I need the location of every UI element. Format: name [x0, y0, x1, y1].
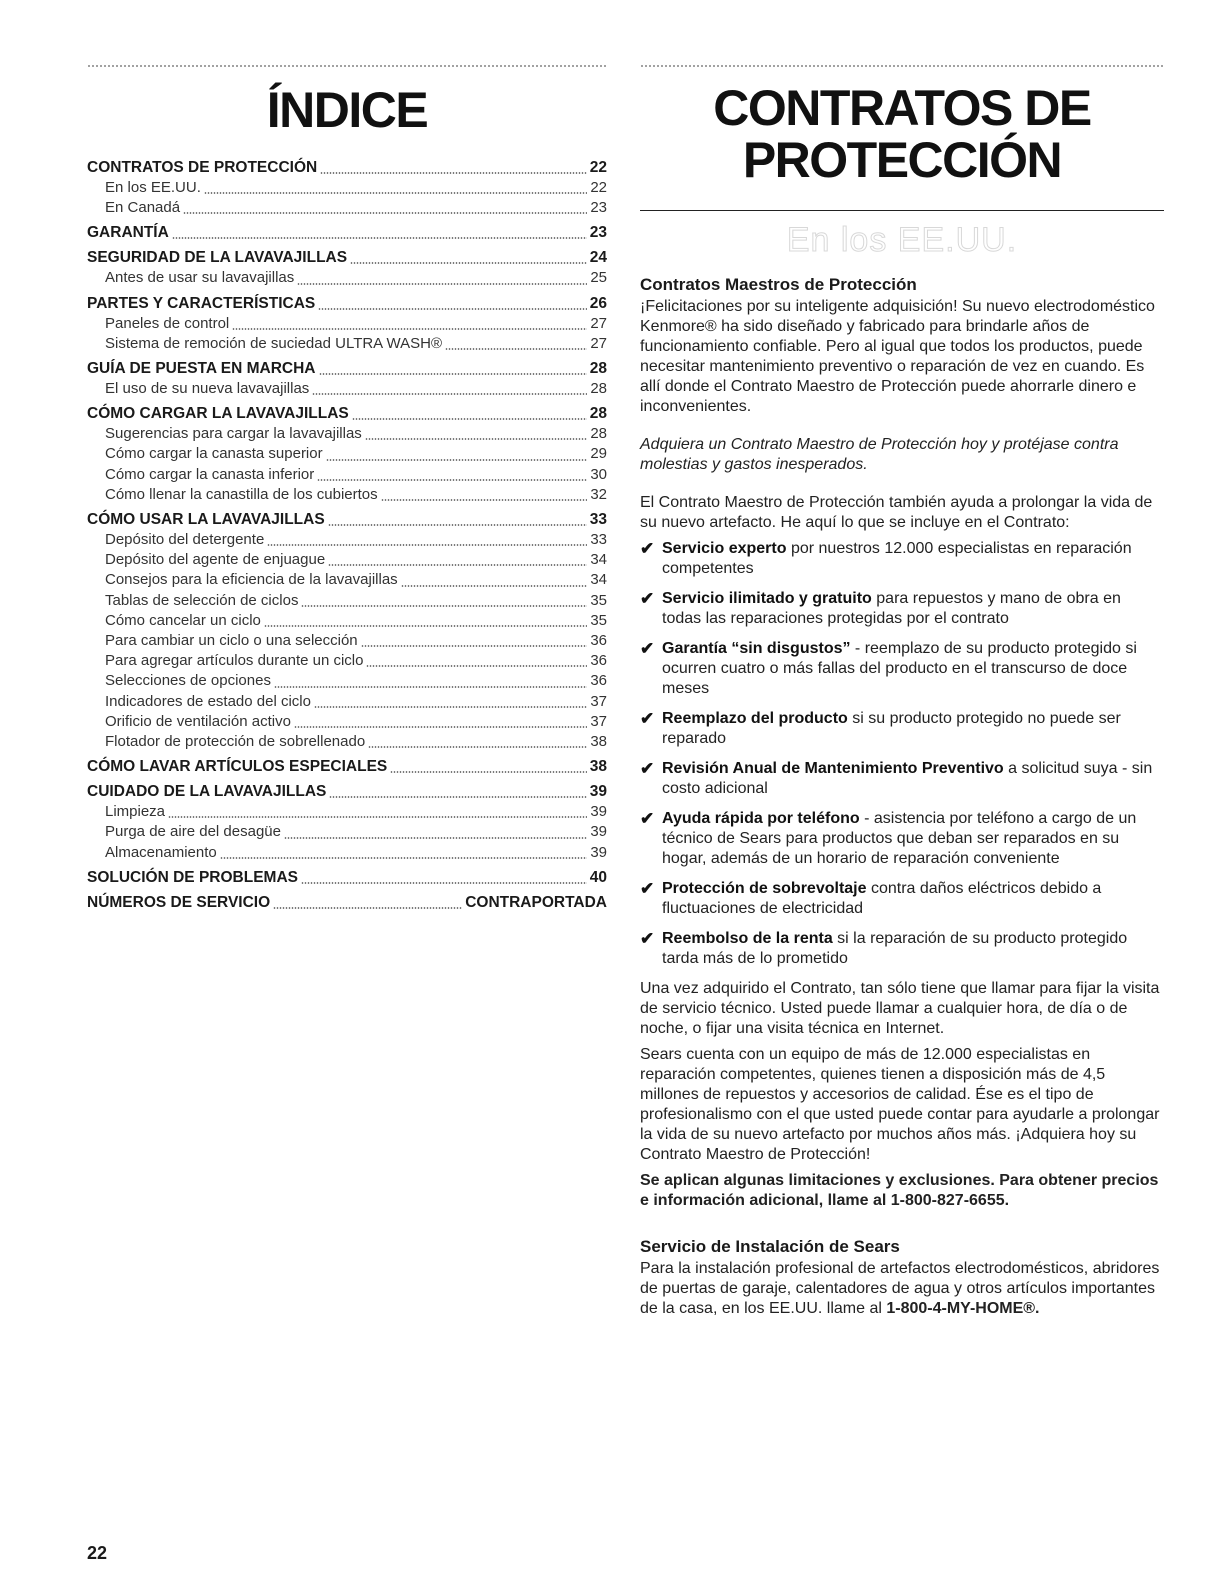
toc-entry-label: CÓMO LAVAR ARTÍCULOS ESPECIALES	[87, 758, 388, 776]
toc-dot-leader	[381, 499, 588, 501]
checkmark-icon: ✔	[640, 639, 655, 658]
toc-entry-page: 28	[590, 425, 607, 443]
benefit-body	[662, 929, 1164, 969]
page-number: 22	[87, 1543, 108, 1563]
toc-entry-label: Para cambiar un ciclo o una selección	[105, 632, 358, 650]
toc-entry-label: Limpieza	[105, 803, 166, 821]
toc-entry	[87, 611, 607, 631]
toc-entry	[87, 732, 607, 752]
section-divider	[640, 210, 1164, 211]
benefit-item	[640, 809, 1164, 869]
checkmark-icon: ✔	[640, 929, 655, 948]
benefit-body	[662, 639, 1164, 699]
includes-intro: El Contrato Maestro de Protección también ayuda a prolongar la vida de su nuevo artefacto. He aquí lo que se incluye en el Contrato:	[640, 494, 1153, 531]
toc-dot-leader	[168, 816, 587, 818]
contracts-title-line2: PROTECCIÓN	[742, 132, 1062, 188]
toc-entry	[87, 802, 607, 822]
intro-paragraph: ¡Felicitaciones por su inteligente adquisición! Su nuevo electrodoméstico Kenmore® ha sido diseñado y fabricado para brindarle años de funcionamiento confiable. Pero al igual que todos los productos, puede necesitar mantenimiento preventivo o reparación de vez en cuando. Es allí donde el Contrato Maestro de Protección puede ahorrarle dinero e inconvenientes.	[640, 298, 1155, 415]
toc-entry	[87, 651, 607, 671]
contract-call-paragraph: Una vez adquirido el Contrato, tan sólo tiene que llamar para fijar la visita de servicio técnico. Usted puede llamar a cualquier hora, de día o de noche, o fijar una visita técnica en Internet.	[640, 980, 1160, 1037]
contracts-title-line1: CONTRATOS DE	[713, 80, 1091, 136]
benefits-list	[640, 539, 1164, 969]
toc-entry	[87, 379, 607, 399]
toc-dot-leader	[318, 308, 587, 310]
toc-entry-label: SEGURIDAD DE LA LAVAVAJILLAS	[87, 249, 348, 267]
toc-entry	[87, 868, 607, 888]
toc-entry-label: Antes de usar su lavavajillas	[105, 269, 295, 287]
checkmark-icon: ✔	[640, 759, 655, 778]
limitations-notice: Se aplican algunas limitaciones y exclusiones. Para obtener precios e información adicional, llame al 1-800-827-6655.	[640, 1172, 1159, 1209]
checkmark-icon: ✔	[640, 709, 655, 728]
toc-dot-leader	[232, 328, 587, 330]
protection-contracts-column	[640, 64, 1164, 1319]
toc-dot-leader	[273, 907, 462, 909]
toc-entry-page: 22	[589, 159, 607, 176]
benefit-title: Servicio ilimitado y gratuito	[662, 590, 872, 607]
toc-entry	[87, 782, 607, 802]
toc-entry-label: Flotador de protección de sobrellenado	[105, 733, 366, 751]
toc-entry-label: GARANTÍA	[87, 224, 169, 242]
installation-paragraph	[640, 1259, 1164, 1319]
toc-entry-label: Depósito del detergente	[105, 531, 265, 549]
benefit-text: por nuestros 12.000 especialistas en reparación competentes	[662, 540, 1132, 577]
checkmark-icon: ✔	[640, 809, 655, 828]
toc-dot-leader	[301, 882, 587, 884]
master-contracts-heading: Contratos Maestros de Protección	[640, 275, 917, 294]
toc-entry-page: 39	[590, 803, 607, 821]
toc-dot-leader	[312, 393, 587, 395]
toc-entry-page: 39	[590, 823, 607, 841]
toc-dot-leader	[294, 726, 587, 728]
toc-entry-page: 29	[590, 445, 607, 463]
benefit-item	[640, 539, 1164, 579]
toc-dot-leader	[297, 283, 587, 285]
toc-dot-leader	[352, 418, 587, 420]
toc-dot-leader	[365, 438, 588, 440]
toc-dot-leader	[264, 625, 587, 627]
toc-entry	[87, 334, 607, 354]
installation-service-heading: Servicio de Instalación de Sears	[640, 1237, 900, 1256]
benefit-body	[662, 759, 1164, 799]
toc-entry-page: 39	[589, 783, 607, 801]
toc-dot-leader	[172, 237, 587, 239]
toc-entry	[87, 223, 607, 243]
toc-dot-leader	[220, 857, 588, 859]
toc-dot-leader	[326, 459, 588, 461]
toc-entry	[87, 158, 607, 178]
toc-entry-label: Cómo cargar la canasta inferior	[105, 465, 315, 483]
checkmark-icon: ✔	[640, 589, 655, 608]
toc-entry	[87, 530, 607, 550]
toc-entry	[87, 712, 607, 732]
toc-dot-leader	[329, 796, 586, 798]
benefit-title: Reemplazo del producto	[662, 710, 848, 727]
toc-entry-label: Purga de aire del desagüe	[105, 823, 281, 841]
benefit-body	[662, 589, 1164, 629]
toc-entry-page: 37	[590, 712, 607, 730]
toc-entry-page: 37	[590, 692, 607, 710]
toc-entry	[87, 465, 607, 485]
sears-team-paragraph: Sears cuenta con un equipo de más de 12.000 especialistas en reparación competentes, quienes tienen a disposición más de 4,5 millones de repuestos y accesorios de calidad. Ése es el tipo de profesionalismo con el que usted puede contar para ayudarle a prolongar la vida de su nuevo artefacto por muchos años más. ¡Adquiera hoy su Contrato Maestro de Protección!	[640, 1046, 1160, 1163]
installation-phone: 1-800-4-MY-HOME®.	[886, 1300, 1040, 1317]
contracts-title	[640, 82, 1164, 186]
toc-entry-page: 36	[590, 652, 607, 670]
toc-entry-page: 28	[590, 380, 607, 398]
toc-entry-label: CUIDADO DE LA LAVAVAJILLAS	[87, 783, 327, 801]
toc-dot-leader	[317, 479, 587, 481]
toc-entry	[87, 178, 607, 198]
toc-entry-page: 36	[590, 632, 607, 650]
installation-text: Para la instalación profesional de artefactos electrodomésticos, abridores de puertas de garaje, calentadores de agua y otros artículos importantes de la casa, en los EE.UU. llame al	[640, 1260, 1160, 1317]
toc-dot-leader	[314, 706, 587, 708]
toc-entry-page: 40	[589, 868, 607, 886]
toc-entry-label: CÓMO USAR LA LAVAVAJILLAS	[87, 511, 325, 529]
top-dotted-rule-right	[640, 64, 1164, 68]
toc-entry	[87, 404, 607, 424]
toc-entry-page: 27	[590, 314, 607, 332]
toc-entry-label: En Canadá	[105, 199, 181, 217]
toc-entry-page: 38	[590, 733, 607, 751]
toc-entry-label: NÚMEROS DE SERVICIO	[87, 893, 271, 911]
benefit-text: si su producto protegido no puede ser reparado	[662, 710, 1121, 747]
toc-entry-page: 35	[590, 611, 607, 629]
benefit-item	[640, 709, 1164, 749]
toc-entry	[87, 893, 607, 913]
toc-entry	[87, 822, 607, 842]
toc-entry-label: Cómo llenar la canastilla de los cubiertos	[105, 485, 378, 503]
toc-entry	[87, 294, 607, 314]
toc-entry-label: Orificio de ventilación activo	[105, 712, 291, 730]
toc-entry-label: Almacenamiento	[105, 843, 217, 861]
toc-entry-label: Depósito del agente de enjuague	[105, 551, 326, 569]
toc-entry-label: Consejos para la eficiencia de la lavavajillas	[105, 571, 398, 589]
toc-entry-label: SOLUCIÓN DE PROBLEMAS	[87, 868, 298, 886]
toc-entry-page: 36	[590, 672, 607, 690]
toc-entry-page: 25	[590, 269, 607, 287]
table-of-contents	[87, 158, 607, 913]
toc-entry-page: 27	[590, 334, 607, 352]
toc-dot-leader	[301, 605, 587, 607]
benefit-body	[662, 539, 1164, 579]
benefit-text: para repuestos y mano de obra en todas las reparaciones protegidas por el contrato	[662, 590, 1121, 627]
benefit-title: Protección de sobrevoltaje	[662, 880, 867, 897]
index-title: ÍNDICE	[266, 82, 428, 138]
region-subtitle: En los EE.UU.	[786, 221, 1018, 259]
benefit-title: Ayuda rápida por teléfono	[662, 810, 860, 827]
benefit-title: Garantía “sin disgustos”	[662, 640, 851, 657]
toc-entry-page: 34	[590, 551, 607, 569]
toc-entry-label: Cómo cargar la canasta superior	[105, 445, 323, 463]
toc-entry-page: 39	[590, 843, 607, 861]
benefit-item	[640, 879, 1164, 919]
toc-entry-page: 38	[589, 758, 607, 776]
benefit-text: - reemplazo de su producto protegido si ocurren cuatro o más fallas del producto en el transcurso de doce meses	[662, 640, 1137, 697]
toc-entry-label: PARTES Y CARACTERÍSTICAS	[87, 294, 316, 312]
toc-entry-label: Sugerencias para cargar la lavavajillas	[105, 425, 362, 443]
toc-entry-label: Tablas de selección de ciclos	[105, 591, 299, 609]
toc-entry	[87, 671, 607, 691]
toc-dot-leader	[204, 192, 587, 194]
toc-entry	[87, 198, 607, 218]
toc-entry-page: 22	[590, 179, 607, 196]
checkmark-icon: ✔	[640, 879, 655, 898]
toc-entry	[87, 550, 607, 570]
toc-entry-label: En los EE.UU.	[105, 179, 201, 196]
toc-entry	[87, 757, 607, 777]
index-column	[87, 64, 607, 913]
toc-entry-page: 23	[590, 199, 607, 217]
toc-dot-leader	[319, 373, 587, 375]
toc-dot-leader	[361, 645, 588, 647]
toc-entry	[87, 510, 607, 530]
toc-entry-page: 33	[589, 511, 607, 529]
benefit-item	[640, 589, 1164, 629]
checkmark-icon: ✔	[640, 539, 655, 558]
toc-entry	[87, 314, 607, 334]
toc-entry	[87, 570, 607, 590]
toc-entry	[87, 444, 607, 464]
toc-dot-leader	[366, 665, 587, 667]
toc-entry-page: 34	[590, 571, 607, 589]
toc-dot-leader	[401, 585, 588, 587]
benefit-body	[662, 809, 1164, 869]
toc-entry-label: Cómo cancelar un ciclo	[105, 611, 261, 629]
toc-entry-page: 26	[589, 294, 607, 312]
toc-entry-label: Paneles de control	[105, 314, 230, 332]
toc-entry-page: 33	[590, 531, 607, 549]
toc-entry	[87, 591, 607, 611]
benefit-text: contra daños eléctricos debido a fluctuaciones de electricidad	[662, 880, 1102, 917]
toc-dot-leader	[390, 771, 586, 773]
toc-entry-label: El uso de su nueva lavavajillas	[105, 380, 310, 398]
toc-entry	[87, 424, 607, 444]
benefit-text: - asistencia por teléfono a cargo de un técnico de Sears para productos que deban ser reparados en su hogar, además de un horario de reparación conveniente	[662, 810, 1137, 867]
toc-entry-page: 24	[589, 249, 607, 267]
toc-dot-leader	[267, 544, 587, 546]
benefit-text: a solicitud suya - sin costo adicional	[662, 760, 1153, 797]
toc-entry-label: Sistema de remoción de suciedad ULTRA WASH®	[105, 334, 443, 352]
toc-dot-leader	[368, 746, 587, 748]
toc-dot-leader	[328, 564, 587, 566]
toc-entry	[87, 359, 607, 379]
toc-dot-leader	[183, 212, 587, 214]
italic-note: Adquiera un Contrato Maestro de Protección hoy y protéjase contra molestias y gastos inesperados.	[640, 436, 1119, 473]
benefit-title: Reembolso de la renta	[662, 930, 833, 947]
benefit-item	[640, 639, 1164, 699]
toc-dot-leader	[328, 524, 587, 526]
toc-entry-label: CÓMO CARGAR LA LAVAVAJILLAS	[87, 405, 349, 423]
toc-entry	[87, 268, 607, 288]
toc-dot-leader	[274, 686, 587, 688]
toc-dot-leader	[320, 172, 587, 174]
toc-entry-page: 35	[590, 591, 607, 609]
toc-entry-label: Para agregar artículos durante un ciclo	[105, 652, 364, 670]
toc-entry-label: Selecciones de opciones	[105, 672, 271, 690]
toc-entry-page: 32	[590, 485, 607, 503]
toc-entry-label: GUÍA DE PUESTA EN MARCHA	[87, 360, 316, 378]
toc-entry-label: Indicadores de estado del ciclo	[105, 692, 311, 710]
toc-entry	[87, 485, 607, 505]
toc-entry-page: CONTRAPORTADA	[465, 893, 607, 911]
benefit-item	[640, 929, 1164, 969]
toc-entry-page: 23	[589, 224, 607, 242]
toc-dot-leader	[445, 348, 587, 350]
top-dotted-rule-left	[87, 64, 607, 68]
toc-entry-page: 28	[589, 360, 607, 378]
toc-entry-label: CONTRATOS DE PROTECCIÓN	[87, 159, 318, 176]
toc-entry-page: 30	[590, 465, 607, 483]
toc-entry	[87, 631, 607, 651]
toc-dot-leader	[350, 262, 587, 264]
toc-entry-page: 28	[589, 405, 607, 423]
toc-entry	[87, 843, 607, 863]
benefit-title: Servicio experto	[662, 540, 787, 557]
benefit-body	[662, 879, 1164, 919]
benefit-body	[662, 709, 1164, 749]
toc-entry	[87, 248, 607, 268]
benefit-item	[640, 759, 1164, 799]
benefit-title: Revisión Anual de Mantenimiento Preventivo	[662, 760, 1004, 777]
benefit-text: si la reparación de su producto protegido tarda más de lo prometido	[662, 930, 1128, 967]
toc-entry	[87, 692, 607, 712]
toc-dot-leader	[284, 837, 587, 839]
